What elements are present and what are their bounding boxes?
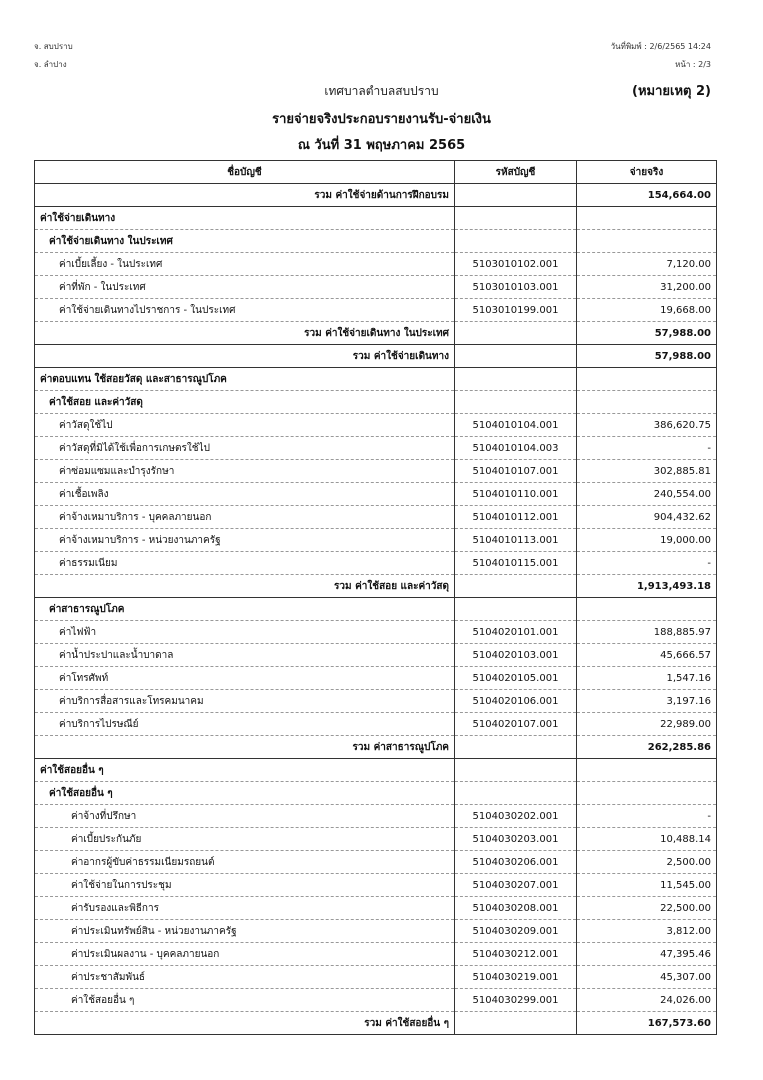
amount-cell: -	[577, 805, 717, 828]
amount-cell: 904,432.62	[577, 506, 717, 529]
account-name-cell: ค่าบริการไปรษณีย์	[35, 713, 455, 736]
account-name-cell: ค่าโทรศัพท์	[35, 667, 455, 690]
account-code-cell: 5104030208.001	[455, 897, 577, 920]
account-name-cell: ค่าใช้สอย และค่าวัสดุ	[35, 391, 455, 414]
account-name-cell: ค่าใช้จ่ายเดินทาง ในประเทศ	[35, 230, 455, 253]
account-code-cell	[455, 598, 577, 621]
table-section-row	[35, 230, 717, 253]
amount-cell: 154,664.00	[577, 184, 717, 207]
account-name-cell: รวม ค่าใช้จ่ายเดินทาง	[35, 345, 455, 368]
account-name-cell: ค่าประเมินผลงาน - บุคคลภายนอก	[35, 943, 455, 966]
table-section-row	[35, 782, 717, 805]
account-name-cell: รวม ค่าใช้สอยอื่น ๆ	[35, 1012, 455, 1035]
account-name-cell: ค่าที่พัก - ในประเทศ	[35, 276, 455, 299]
header-left-line-2: จ. ลำปาง	[34, 60, 67, 69]
table-row	[35, 943, 717, 966]
amount-cell: -	[577, 437, 717, 460]
amount-cell: 24,026.00	[577, 989, 717, 1012]
account-code-cell	[455, 184, 577, 207]
table-row	[35, 253, 717, 276]
table-section-row	[35, 598, 717, 621]
account-code-cell: 5104010112.001	[455, 506, 577, 529]
table-section-row	[35, 391, 717, 414]
account-name-cell: ค่าใช้จ่ายในการประชุม	[35, 874, 455, 897]
amount-cell: 45,307.00	[577, 966, 717, 989]
account-name-cell: ค่าสาธารณูปโภค	[35, 598, 455, 621]
report-date: ณ วันที่ 31 พฤษภาคม 2565	[297, 138, 466, 153]
amount-cell: 22,500.00	[577, 897, 717, 920]
account-name-cell: ค่าจ้างที่ปรึกษา	[35, 805, 455, 828]
account-code-cell: 5104010107.001	[455, 460, 577, 483]
account-name-cell: ค่าเบี้ยประกันภัย	[35, 828, 455, 851]
table-row	[35, 897, 717, 920]
amount-cell: 22,989.00	[577, 713, 717, 736]
account-name-cell: ค่าประชาสัมพันธ์	[35, 966, 455, 989]
print-date: วันที่พิมพ์ : 2/6/2565 14:24	[610, 42, 711, 51]
account-code-cell	[455, 391, 577, 414]
account-name-cell: ค่ารับรองและพิธีการ	[35, 897, 455, 920]
table-row	[35, 920, 717, 943]
table-row	[35, 966, 717, 989]
table-row	[35, 299, 717, 322]
account-code-cell: 5104010113.001	[455, 529, 577, 552]
account-code-cell: 5104030212.001	[455, 943, 577, 966]
account-name-cell: ค่าใช้สอยอื่น ๆ	[35, 759, 455, 782]
table-section-row	[35, 207, 717, 230]
account-name-cell: ค่าใช้จ่ายเดินทางไปราชการ - ในประเทศ	[35, 299, 455, 322]
account-name-cell: ค่าเชื้อเพลิง	[35, 483, 455, 506]
expense-table	[34, 160, 717, 1035]
amount-cell: 19,668.00	[577, 299, 717, 322]
column-header-amount: จ่ายจริง	[577, 161, 717, 184]
amount-cell: 10,488.14	[577, 828, 717, 851]
table-row	[35, 552, 717, 575]
account-code-cell	[455, 345, 577, 368]
amount-cell: 262,285.86	[577, 736, 717, 759]
account-code-cell: 5104020107.001	[455, 713, 577, 736]
amount-cell: 3,197.16	[577, 690, 717, 713]
table-row	[35, 621, 717, 644]
table-row	[35, 989, 717, 1012]
table-total-row	[35, 575, 717, 598]
table-total-row	[35, 1012, 717, 1035]
table-row	[35, 483, 717, 506]
account-code-cell: 5104020103.001	[455, 644, 577, 667]
table-row	[35, 805, 717, 828]
amount-cell: 7,120.00	[577, 253, 717, 276]
account-name-cell: ค่าวัสดุใช้ไป	[35, 414, 455, 437]
table-row	[35, 874, 717, 897]
amount-cell: 1,913,493.18	[577, 575, 717, 598]
account-code-cell	[455, 322, 577, 345]
account-code-cell: 5104010104.001	[455, 414, 577, 437]
amount-cell	[577, 759, 717, 782]
account-code-cell: 5104030207.001	[455, 874, 577, 897]
account-name-cell: ค่าซ่อมแซมและบำรุงรักษา	[35, 460, 455, 483]
account-name-cell: ค่าใช้จ่ายเดินทาง	[35, 207, 455, 230]
amount-cell: 57,988.00	[577, 322, 717, 345]
table-header-row	[35, 161, 717, 184]
report-title: รายจ่ายจริงประกอบรายงานรับ-จ่ายเงิน	[272, 112, 491, 127]
amount-cell: 31,200.00	[577, 276, 717, 299]
page-number: หน้า : 2/3	[675, 60, 711, 69]
column-header-account-code: รหัสบัญชี	[455, 161, 577, 184]
account-code-cell: 5104030219.001	[455, 966, 577, 989]
table-row	[35, 276, 717, 299]
account-code-cell	[455, 736, 577, 759]
account-code-cell: 5104020101.001	[455, 621, 577, 644]
amount-cell	[577, 391, 717, 414]
account-name-cell: ค่าใช้สอยอื่น ๆ	[35, 782, 455, 805]
table-total-row	[35, 322, 717, 345]
amount-cell: 386,620.75	[577, 414, 717, 437]
account-code-cell: 5103010102.001	[455, 253, 577, 276]
header-left-line-1: จ. สบปราบ	[34, 42, 73, 51]
account-code-cell: 5103010103.001	[455, 276, 577, 299]
organization-name: เทศบาลตำบลสบปราบ	[324, 84, 439, 98]
account-code-cell: 5104030203.001	[455, 828, 577, 851]
table-row	[35, 851, 717, 874]
amount-cell	[577, 207, 717, 230]
account-name-cell: รวม ค่าใช้สอย และค่าวัสดุ	[35, 575, 455, 598]
account-name-cell: ค่าไฟฟ้า	[35, 621, 455, 644]
amount-cell: 240,554.00	[577, 483, 717, 506]
account-code-cell: 5104020106.001	[455, 690, 577, 713]
account-code-cell: 5104010104.003	[455, 437, 577, 460]
table-section-row	[35, 759, 717, 782]
table-row	[35, 644, 717, 667]
account-name-cell: ค่าตอบแทน ใช้สอยวัสดุ และสาธารณูปโภค	[35, 368, 455, 391]
table-row	[35, 529, 717, 552]
account-name-cell: ค่าอากรผู้ขับค่าธรรมเนียมรถยนต์	[35, 851, 455, 874]
account-code-cell	[455, 207, 577, 230]
account-code-cell	[455, 575, 577, 598]
account-code-cell: 5103010199.001	[455, 299, 577, 322]
table-row	[35, 828, 717, 851]
amount-cell	[577, 782, 717, 805]
account-name-cell: ค่าใช้สอยอื่น ๆ	[35, 989, 455, 1012]
amount-cell: 47,395.46	[577, 943, 717, 966]
table-total-row	[35, 345, 717, 368]
account-name-cell: ค่าบริการสื่อสารและโทรคมนาคม	[35, 690, 455, 713]
amount-cell: 45,666.57	[577, 644, 717, 667]
amount-cell: 57,988.00	[577, 345, 717, 368]
account-code-cell: 5104010115.001	[455, 552, 577, 575]
table-row	[35, 437, 717, 460]
amount-cell: 188,885.97	[577, 621, 717, 644]
table-row	[35, 713, 717, 736]
amount-cell	[577, 598, 717, 621]
account-name-cell: ค่าประเมินทรัพย์สิน - หน่วยงานภาครัฐ	[35, 920, 455, 943]
amount-cell	[577, 368, 717, 391]
account-code-cell	[455, 230, 577, 253]
amount-cell: 2,500.00	[577, 851, 717, 874]
account-name-cell: ค่าเบี้ยเลี้ยง - ในประเทศ	[35, 253, 455, 276]
amount-cell: -	[577, 552, 717, 575]
column-header-account-name: ชื่อบัญชี	[35, 161, 455, 184]
account-name-cell: รวม ค่าสาธารณูปโภค	[35, 736, 455, 759]
amount-cell: 11,545.00	[577, 874, 717, 897]
account-code-cell	[455, 782, 577, 805]
table-row	[35, 506, 717, 529]
amount-cell	[577, 230, 717, 253]
account-code-cell: 5104030206.001	[455, 851, 577, 874]
table-total-row	[35, 184, 717, 207]
account-name-cell: รวม ค่าใช้จ่ายด้านการฝึกอบรม	[35, 184, 455, 207]
table-section-row	[35, 368, 717, 391]
account-code-cell: 5104020105.001	[455, 667, 577, 690]
amount-cell: 167,573.60	[577, 1012, 717, 1035]
account-name-cell: ค่าจ้างเหมาบริการ - บุคคลภายนอก	[35, 506, 455, 529]
amount-cell: 3,812.00	[577, 920, 717, 943]
table-row	[35, 667, 717, 690]
note-label: (หมายเหตุ 2)	[632, 84, 711, 99]
account-code-cell: 5104030202.001	[455, 805, 577, 828]
account-code-cell: 5104030209.001	[455, 920, 577, 943]
account-code-cell	[455, 1012, 577, 1035]
account-name-cell: ค่าธรรมเนียม	[35, 552, 455, 575]
account-code-cell: 5104010110.001	[455, 483, 577, 506]
amount-cell: 302,885.81	[577, 460, 717, 483]
table-total-row	[35, 736, 717, 759]
amount-cell: 19,000.00	[577, 529, 717, 552]
table-row	[35, 414, 717, 437]
account-name-cell: ค่าวัสดุที่มิได้ใช้เพื่อการเกษตรใช้ไป	[35, 437, 455, 460]
table-row	[35, 690, 717, 713]
account-code-cell	[455, 759, 577, 782]
account-code-cell: 5104030299.001	[455, 989, 577, 1012]
account-name-cell: ค่าน้ำประปาและน้ำบาดาล	[35, 644, 455, 667]
account-code-cell	[455, 368, 577, 391]
account-name-cell: ค่าจ้างเหมาบริการ - หน่วยงานภาครัฐ	[35, 529, 455, 552]
account-name-cell: รวม ค่าใช้จ่ายเดินทาง ในประเทศ	[35, 322, 455, 345]
table-row	[35, 460, 717, 483]
amount-cell: 1,547.16	[577, 667, 717, 690]
